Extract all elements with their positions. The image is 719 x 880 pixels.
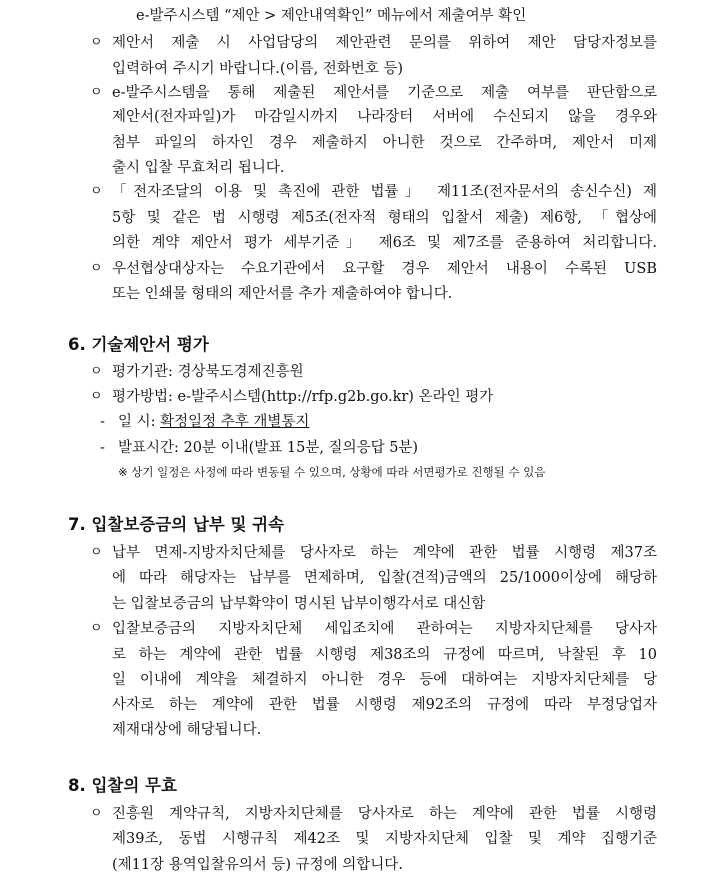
bullet-line: 5항 및 같은 법 시행령 제5조(전자적 형태의 입찰서 제출) 제6항, 「협상에 — [112, 210, 657, 226]
bullet-line: 제안서 제출 시 사업담당의 제안관련 문의를 위하여 제안 담당자정보를 — [112, 35, 657, 51]
bullet-line: 진흥원 계약규칙, 지방자치단체를 당사자로 하는 계약에 관한 법률 시행령 — [112, 806, 657, 822]
schedule-note: ※ 상기 일정은 사정에 따라 변동될 수 있으며, 상황에 따라 서면평가로 진행될 수 있음 — [118, 465, 546, 479]
bullet-line: 입찰보증금의 지방자치단체 세입조치에 관하여는 지방자치단체를 당사자 — [112, 621, 657, 637]
bullet-line: e-발주시스템을 통해 제출된 제안서를 기준으로 제출 여부를 판단함으로 — [112, 85, 657, 101]
bullet-line: 입력하여 주시기 바랍니다.(이름, 전화번호 등) — [112, 61, 404, 77]
bullet-mark: ㅇ — [90, 261, 103, 276]
dash-mark: - — [100, 440, 105, 456]
bullet-line: 의한 계약 제안서 평가 세부기준」 제6조 및 제7조를 준용하여 처리합니다. — [112, 235, 657, 251]
bullet-line: 는 입찰보증금의 납부확약이 명시된 납부이행각서로 대신함 — [112, 596, 486, 612]
section6-heading: 6. 기술제안서 평가 — [68, 335, 209, 354]
bullet-mark: ㅇ — [90, 364, 103, 379]
bullet-line: 납부 면제-지방자치단체를 당사자로 하는 계약에 관한 법률 시행령 제37조 — [112, 545, 657, 561]
bullet-line: (제11장 용역입찰유의서 등) 규정에 의합니다. — [112, 857, 403, 873]
bullet-mark: ㅇ — [90, 806, 103, 821]
bullet-line: 첨부 파일의 하자인 경우 제출하지 아니한 것으로 간주하며, 제안서 미제 — [112, 135, 657, 151]
bullet-mark: ㅇ — [90, 389, 103, 404]
schedule-value: 확정일정 추후 개별통지 — [160, 414, 310, 430]
top-line: e-발주시스템 “제안 > 제안내역확인” 메뉴에서 제출여부 확인 — [136, 8, 527, 24]
bullet-line: 출시 입찰 무효처리 됩니다. — [112, 160, 285, 176]
evaluation-agency: 평가기관: 경상북도경제진흥원 — [112, 364, 304, 380]
section8-heading: 8. 입찰의 무효 — [68, 776, 177, 795]
bullet-line: 제재대상에 해당됩니다. — [112, 722, 262, 738]
bullet-mark: ㅇ — [90, 621, 103, 636]
evaluation-method: 평가방법: e-발주시스템(http://rfp.g2b.go.kr) 온라인 평가 — [112, 389, 494, 405]
section7-heading: 7. 입찰보증금의 납부 및 귀속 — [68, 515, 285, 534]
dash-mark: - — [100, 414, 105, 430]
bullet-mark: ㅇ — [90, 35, 103, 50]
bullet-line: 에 따라 해당자는 납부를 면제하며, 입찰(견적)금액의 25/1000이상에 해당하 — [112, 570, 657, 586]
bullet-line: 우선협상대상자는 수요기관에서 요구할 경우 제안서 내용이 수록된 USB — [112, 261, 657, 277]
bullet-line: 또는 인쇄물 형태의 제안서를 추가 제출하여야 합니다. — [112, 286, 453, 302]
presentation-time: 발표시간: 20분 이내(발표 15분, 질의응답 5분) — [118, 440, 419, 456]
bullet-line: 제39조, 동법 시행규칙 제42조 및 지방자치단체 입찰 및 계약 집행기준 — [112, 831, 657, 847]
bullet-line: 로 하는 계약에 관한 법률 시행령 제38조의 규정에 따르며, 낙찰된 후 10 — [112, 647, 657, 663]
bullet-line: 사자로 하는 계약에 관한 법률 시행령 제92조의 규정에 따라 부정당업자 — [112, 697, 657, 713]
bullet-mark: ㅇ — [90, 85, 103, 100]
bullet-line: 「전자조달의 이용 및 촉진에 관한 법률」 제11조(전자문서의 송신수신) 제 — [112, 184, 657, 200]
bullet-mark: ㅇ — [90, 184, 103, 199]
bullet-line: 일 이내에 계약을 체결하지 아니한 경우 등에 대하여는 지방자치단체를 당 — [112, 672, 657, 688]
bullet-line: 제안서(전자파일)가 마감일시까지 나라장터 서버에 수신되지 않을 경우와 — [112, 109, 657, 125]
schedule-label: 일 시: — [118, 414, 161, 430]
schedule-line — [118, 412, 309, 432]
bullet-mark: ㅇ — [90, 545, 103, 560]
